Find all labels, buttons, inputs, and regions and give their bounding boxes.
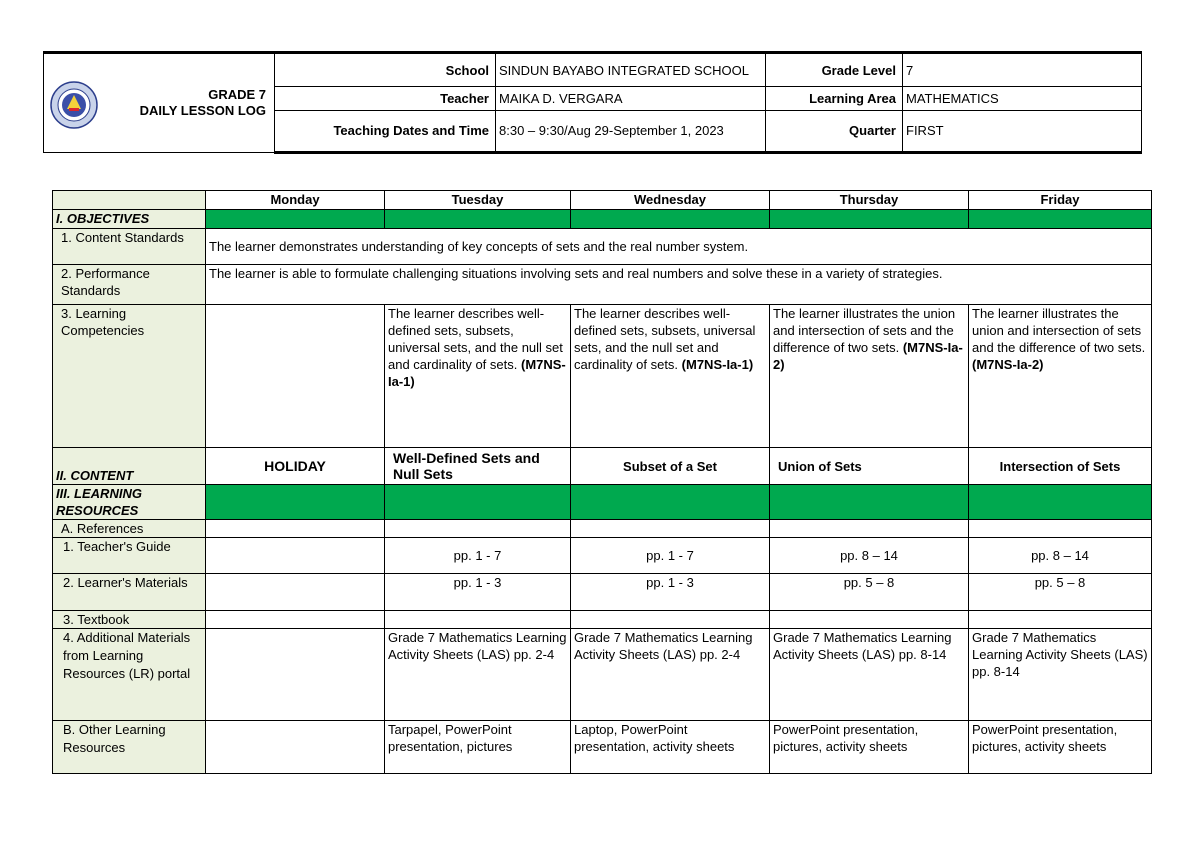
empty-cell <box>770 520 969 538</box>
dates-value: 8:30 – 9:30/Aug 29-September 1, 2023 <box>496 110 766 152</box>
objectives-row <box>53 210 1152 229</box>
empty-cell <box>206 520 385 538</box>
performance-standards-label: 2. Performance Standards <box>53 265 206 305</box>
grade-level-label: Grade Level <box>766 53 903 87</box>
grade-level-value: 7 <box>903 53 1142 87</box>
other-friday: PowerPoint presentation, pictures, activity sheets <box>969 721 1152 774</box>
green-bar <box>571 210 770 229</box>
topic-monday: HOLIDAY <box>206 448 385 485</box>
other-tuesday: Tarpapel, PowerPoint presentation, pictures <box>385 721 571 774</box>
learning-area-label: Learning Area <box>766 87 903 111</box>
corner-cell <box>53 191 206 210</box>
green-bar <box>385 210 571 229</box>
dates-label: Teaching Dates and Time <box>275 110 496 152</box>
empty-cell <box>770 611 969 629</box>
teachers-guide-wednesday: pp. 1 - 7 <box>571 538 770 574</box>
competency-code: (M7NS-Ia-1) <box>681 357 754 372</box>
content-row <box>53 448 1152 485</box>
lesson-log-grade: GRADE 7 <box>208 87 266 102</box>
competency-text: The learner illustrates the union and intersection of sets and the difference of two sets. <box>972 306 1146 355</box>
empty-cell <box>571 520 770 538</box>
competency-text: The learner describes well-defined sets, subsets, universal sets, and the null set and cardinality of sets. <box>574 306 756 372</box>
topic-tuesday: Well-Defined Sets and Null Sets <box>385 448 571 485</box>
other-monday <box>206 721 385 774</box>
teacher-value: MAIKA D. VERGARA <box>496 87 766 111</box>
teachers-guide-monday <box>206 538 385 574</box>
performance-standards-text: The learner is able to formulate challenging situations involving sets and real numbers and solve these in a variety of strategies. <box>206 265 1152 305</box>
content-standards-label: 1. Content Standards <box>53 229 206 265</box>
lesson-log-title: DAILY LESSON LOG <box>139 103 266 118</box>
empty-cell <box>206 611 385 629</box>
teachers-guide-thursday: pp. 8 – 14 <box>770 538 969 574</box>
green-bar <box>770 485 969 520</box>
green-bar <box>969 210 1152 229</box>
other-thursday: PowerPoint presentation, pictures, activity sheets <box>770 721 969 774</box>
teachers-guide-friday: pp. 8 – 14 <box>969 538 1152 574</box>
other-wednesday: Laptop, PowerPoint presentation, activity sheets <box>571 721 770 774</box>
learners-materials-friday: pp. 5 – 8 <box>969 574 1152 611</box>
other-resources-label: B. Other Learning Resources <box>53 721 206 774</box>
competency-thursday <box>770 305 969 448</box>
resources-row <box>53 485 1152 520</box>
learners-materials-monday <box>206 574 385 611</box>
teacher-label: Teacher <box>275 87 496 111</box>
content-standards-row <box>53 229 1152 265</box>
empty-cell <box>385 611 571 629</box>
day-wednesday: Wednesday <box>571 191 770 210</box>
learning-competencies-row <box>53 305 1152 448</box>
other-resources-row <box>53 721 1152 774</box>
competency-code: (M7NS-Ia-1) <box>388 357 566 389</box>
learners-materials-label: 2. Learner's Materials <box>53 574 206 611</box>
school-label: School <box>275 53 496 87</box>
green-bar <box>969 485 1152 520</box>
green-bar <box>385 485 571 520</box>
learning-area-value: MATHEMATICS <box>903 87 1142 111</box>
competency-code: (M7NS-Ia-2) <box>773 340 963 372</box>
additional-materials-row <box>53 629 1152 721</box>
teachers-guide-row <box>53 538 1152 574</box>
learners-materials-wednesday: pp. 1 - 3 <box>571 574 770 611</box>
topic-friday: Intersection of Sets <box>969 448 1152 485</box>
resources-heading: III. LEARNING RESOURCES <box>53 485 206 520</box>
references-row <box>53 520 1152 538</box>
competency-tuesday <box>385 305 571 448</box>
competency-text: The learner describes well-defined sets, subsets, universal sets, and the null set and cardinality of sets. <box>388 306 563 372</box>
textbook-row <box>53 611 1152 629</box>
competency-monday <box>206 305 385 448</box>
day-monday: Monday <box>206 191 385 210</box>
header-table <box>43 51 1142 154</box>
additional-wednesday: Grade 7 Mathematics Learning Activity Sheets (LAS) pp. 2-4 <box>571 629 770 721</box>
green-bar <box>770 210 969 229</box>
content-standards-text: The learner demonstrates understanding of key concepts of sets and the real number system. <box>206 229 1152 265</box>
topic-wednesday: Subset of a Set <box>571 448 770 485</box>
empty-cell <box>571 611 770 629</box>
deped-seal-icon <box>50 81 98 129</box>
empty-cell <box>969 611 1152 629</box>
header-title-cell <box>44 53 275 153</box>
objectives-heading: I. OBJECTIVES <box>53 210 206 229</box>
competency-wednesday <box>571 305 770 448</box>
learning-competencies-label: 3. Learning Competencies <box>53 305 206 448</box>
green-bar <box>206 210 385 229</box>
day-thursday: Thursday <box>770 191 969 210</box>
competency-text: The learner illustrates the union and intersection of sets and the difference of two sets. <box>773 306 956 355</box>
teachers-guide-tuesday: pp. 1 - 7 <box>385 538 571 574</box>
references-label: A. References <box>53 520 206 538</box>
additional-tuesday: Grade 7 Mathematics Learning Activity Sheets (LAS) pp. 2-4 <box>385 629 571 721</box>
additional-thursday: Grade 7 Mathematics Learning Activity Sheets (LAS) pp. 8-14 <box>770 629 969 721</box>
textbook-label: 3. Textbook <box>53 611 206 629</box>
learners-materials-row <box>53 574 1152 611</box>
empty-cell <box>385 520 571 538</box>
school-value: SINDUN BAYABO INTEGRATED SCHOOL <box>496 53 766 87</box>
competency-code: (M7NS-Ia-2) <box>972 357 1044 372</box>
lesson-log-table <box>52 190 1152 774</box>
green-bar <box>571 485 770 520</box>
empty-cell <box>969 520 1152 538</box>
quarter-label: Quarter <box>766 110 903 152</box>
teachers-guide-label: 1. Teacher's Guide <box>53 538 206 574</box>
day-tuesday: Tuesday <box>385 191 571 210</box>
content-heading: II. CONTENT <box>53 448 206 485</box>
topic-thursday: Union of Sets <box>770 448 969 485</box>
competency-friday <box>969 305 1152 448</box>
day-header-row <box>53 191 1152 210</box>
additional-monday <box>206 629 385 721</box>
learners-materials-tuesday: pp. 1 - 3 <box>385 574 571 611</box>
green-bar <box>206 485 385 520</box>
performance-standards-row <box>53 265 1152 305</box>
additional-materials-label: 4. Additional Materials from Learning Resources (LR) portal <box>53 629 206 721</box>
additional-friday: Grade 7 Mathematics Learning Activity Sheets (LAS) pp. 8-14 <box>969 629 1152 721</box>
quarter-value: FIRST <box>903 110 1142 152</box>
learners-materials-thursday: pp. 5 – 8 <box>770 574 969 611</box>
day-friday: Friday <box>969 191 1152 210</box>
